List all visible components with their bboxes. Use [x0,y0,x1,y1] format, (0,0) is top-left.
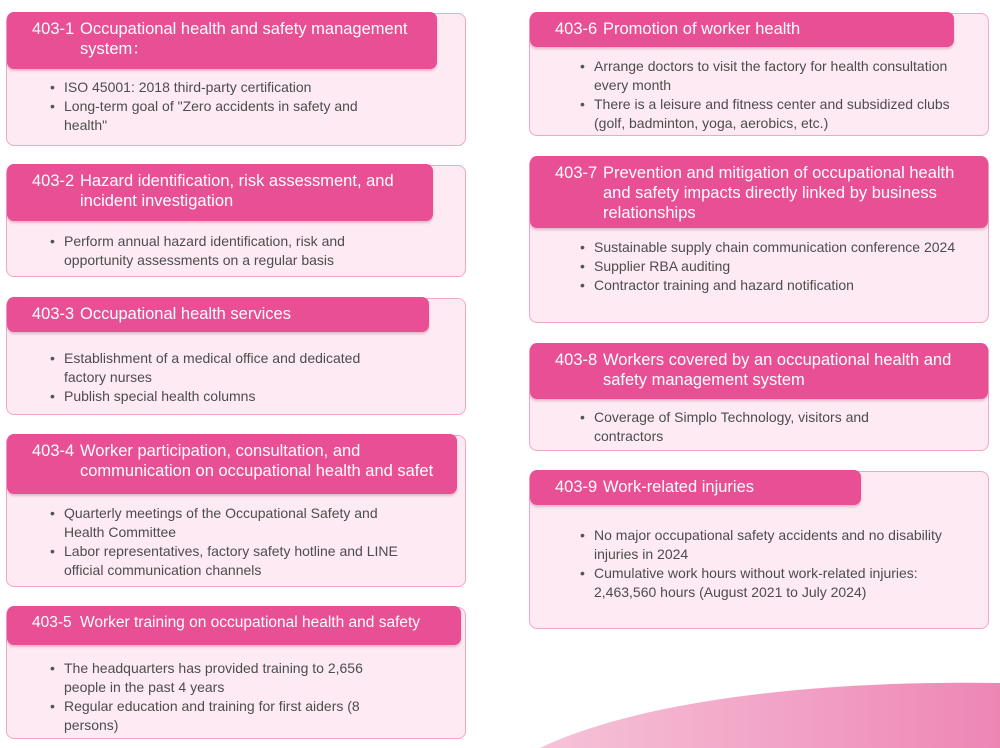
section-title: Occupational health services [80,305,291,323]
section-items [580,238,960,295]
section-items [50,232,380,270]
list-item: • ISO 45001: 2018 third-party certification [50,78,390,97]
section-card-403-2 [6,165,466,277]
section-card-403-5 [6,607,466,739]
section-header-403-3 [7,297,429,332]
section-header-403-6 [530,12,954,47]
section-items [580,526,965,602]
list-item: • There is a leisure and fitness center and subsidized clubs (golf, badminton, yoga, aerobics, etc.) [580,95,950,133]
section-header-403-9 [530,470,861,505]
section-card-403-7 [529,157,989,323]
section-card-403-9 [529,471,989,629]
list-item: • Cumulative work hours without work-related injuries: 2,463,560 hours (August 2021 to July 2024) [580,564,965,602]
list-item: • Contractor training and hazard notification [580,276,960,295]
section-items [580,408,910,446]
section-title: Work-related injuries [603,478,754,496]
list-item: • Publish special health columns [50,387,390,406]
list-item: • Establishment of a medical office and dedicated factory nurses [50,349,390,387]
section-card-403-1 [6,13,466,146]
section-header-403-7 [530,156,988,228]
section-items [50,504,400,580]
section-card-403-4 [6,435,466,587]
section-code: 403-4 [32,442,75,460]
section-card-403-3 [6,298,466,415]
section-title: Worker training on occupational health and safety [80,614,421,631]
section-code: 403-6 [555,20,598,38]
section-title: Hazard identification, risk assessment, and incident investigation [80,172,394,210]
section-title: Promotion of worker health [603,20,801,38]
section-title: Prevention and mitigation of occupational health and safety impacts directly linked by business relationships [603,164,955,222]
section-card-403-8 [529,344,989,451]
section-title: Workers covered by an occupational health and safety management system [603,351,952,389]
section-code: 403-2 [32,172,75,190]
list-item: • Quarterly meetings of the Occupational Safety and Health Committee [50,504,400,542]
section-card-403-6 [529,13,989,136]
section-title: Occupational health and safety management system： [80,20,408,58]
section-code: 403-8 [555,351,598,369]
list-item: • Labor representatives, factory safety hotline and LINE official communication channels [50,542,400,580]
section-header-403-5 [7,606,461,645]
list-item: • Perform annual hazard identification, risk and opportunity assessments on a regular basis [50,232,380,270]
section-items [580,57,950,133]
section-header-403-4 [7,434,457,494]
section-code: 403-5 [32,614,72,631]
list-item: • Arrange doctors to visit the factory for health consultation every month [580,57,950,95]
section-code: 403-1 [32,20,75,38]
section-header-403-1 [7,12,437,69]
section-items [50,349,390,406]
section-header-403-2 [7,164,433,221]
section-code: 403-3 [32,305,75,323]
section-code: 403-9 [555,478,598,496]
section-header-403-8 [530,343,988,399]
section-title: Worker participation, consultation, and communication on occupational health and safet [80,442,434,480]
list-item: • The headquarters has provided training to 2,656 people in the past 4 years [50,659,390,697]
section-code: 403-7 [555,164,598,182]
list-item: • Coverage of Simplo Technology, visitors and contractors [580,408,910,446]
section-items [50,78,390,135]
list-item: • No major occupational safety accidents and no disability injuries in 2024 [580,526,965,564]
list-item: • Sustainable supply chain communication conference 2024 [580,238,960,257]
list-item: • Long-term goal of "Zero accidents in safety and health" [50,97,390,135]
list-item: • Regular education and training for first aiders (8 persons) [50,697,390,735]
list-item: • Supplier RBA auditing [580,257,960,276]
section-items [50,659,390,735]
